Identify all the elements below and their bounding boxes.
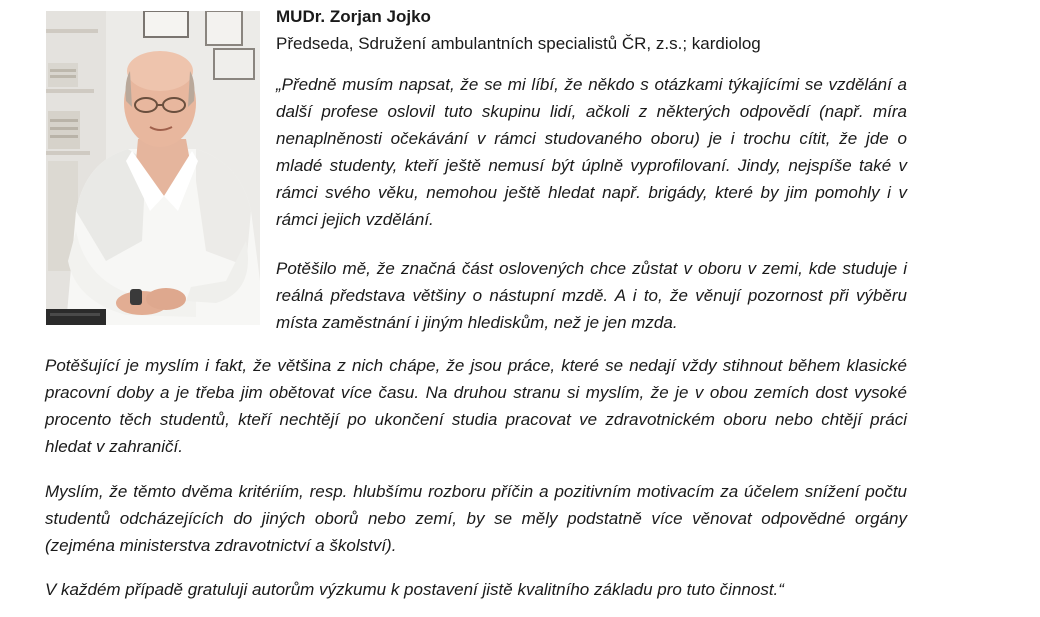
doctor-portrait-photo [46,11,260,325]
quote-paragraph-2: Potěšilo mě, že značná část oslovených chce zůstat v oboru v zemi, kde studuje i reálná představa většiny o nástupní mzdě. A i to, že věnují pozornost při výběru místa zaměstnání i jiným hlediskům, než je jen mzda. [276,259,907,332]
person-role: Předseda, Sdružení ambulantních specialistů ČR, z.s.; kardiolog [276,34,761,53]
quote-paragraph-1: „Předně musím napsat, že se mi líbí, že někdo s otázkami týkajícími se vzdělání a další profese oslovil tuto skupinu lidí, ačkoli z některých odpovědí (např. míra nenaplněnosti očekávání v rámci studovaného oboru) je i trochu cítit, že jde o mladé studenty, kteří ještě nemusí být úplně vyprofilovaní. Jindy, nejspíše také v rámci svého věku, nemohou ještě hledat např. brigády, které by jim pomohly i v rámci jejich vzdělání. [276,75,907,229]
quote-paragraph-4: Myslím, že těmto dvěma kritériím, resp. hlubšímu rozboru příčin a pozitivním motivacím za účelem snížení počtu studentů odcházejících do jiných oborů nebo zemí, by se měly podstatně více věnovat odpovědné orgány (zejména ministerstva zdravotnictví a školství). [45,482,907,555]
quote-paragraph-5: V každém případě gratuluji autorům výzkumu k postavení jistě kvalitního základu pro tuto činnost.“ [45,580,784,599]
quote-paragraph-3: Potěšující je myslím i fakt, že většina z nich chápe, že jsou práce, které se nedají vždy stihnout během klasické pracovní doby a je třeba jim obětovat více času. Na druhou stranu si myslím, že je v obou zemích dost vysoké procento těch studentů, kteří nechtějí po ukončení studia pracovat ve zdravotnickém oboru nebo chtějí práci hledat v zahraničí. [45,356,907,456]
person-name: MUDr. Zorjan Jojko [276,7,431,26]
